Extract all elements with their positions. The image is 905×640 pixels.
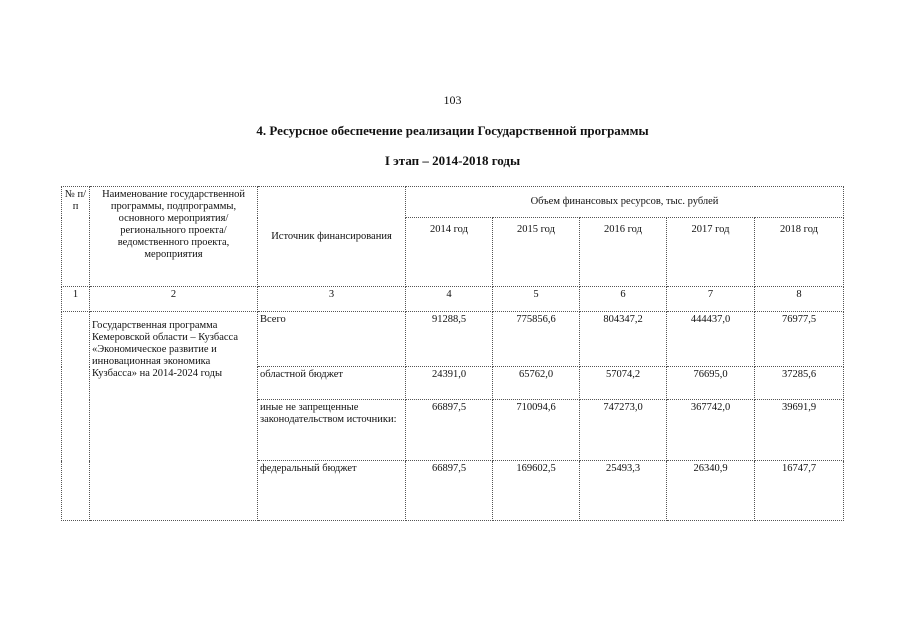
column-number: 2 (90, 287, 258, 312)
header-year: 2015 год (493, 218, 580, 287)
column-number: 6 (580, 287, 667, 312)
value-cell: 169602,5 (493, 461, 580, 521)
column-number: 3 (258, 287, 406, 312)
value-cell: 91288,5 (406, 312, 493, 367)
header-source: Источник финансирования (258, 187, 406, 287)
table-row (62, 312, 844, 367)
stage-subtitle: I этап – 2014-2018 годы (384, 153, 521, 168)
source-cell: областной бюджет (258, 367, 406, 400)
column-number: 1 (62, 287, 90, 312)
value-cell: 710094,6 (493, 400, 580, 461)
value-cell: 804347,2 (580, 312, 667, 367)
value-cell: 16747,7 (755, 461, 844, 521)
value-cell: 66897,5 (406, 461, 493, 521)
value-cell: 747273,0 (580, 400, 667, 461)
header-year: 2016 год (580, 218, 667, 287)
value-cell: 26340,9 (667, 461, 755, 521)
value-cell: 25493,3 (580, 461, 667, 521)
value-cell: 24391,0 (406, 367, 493, 400)
value-cell: 66897,5 (406, 400, 493, 461)
header-year: 2017 год (667, 218, 755, 287)
page-number: 103 (443, 93, 462, 107)
value-cell: 39691,9 (755, 400, 844, 461)
section-title: 4. Ресурсное обеспечение реализации Государственной программы (256, 123, 649, 138)
source-cell: федеральный бюджет (258, 461, 406, 521)
value-cell: 65762,0 (493, 367, 580, 400)
program-num (62, 312, 90, 521)
header-year: 2014 год (406, 218, 493, 287)
value-cell: 76695,0 (667, 367, 755, 400)
source-cell: иные не запрещенные законодательством источники: (258, 400, 406, 461)
value-cell: 775856,6 (493, 312, 580, 367)
value-cell: 37285,6 (755, 367, 844, 400)
column-number: 7 (667, 287, 755, 312)
header-volume: Объем финансовых ресурсов, тыс. рублей (406, 187, 844, 218)
column-number: 5 (493, 287, 580, 312)
resource-table (61, 186, 844, 521)
header-num: № п/п (62, 187, 90, 287)
value-cell: 76977,5 (755, 312, 844, 367)
value-cell: 57074,2 (580, 367, 667, 400)
program-name: Государственная программа Кемеровской области – Кузбасса «Экономическое развитие и инновационная экономика Кузбасса» на 2014-2024 годы (90, 312, 258, 521)
value-cell: 444437,0 (667, 312, 755, 367)
column-number: 8 (755, 287, 844, 312)
column-number: 4 (406, 287, 493, 312)
header-year: 2018 год (755, 218, 844, 287)
header-name: Наименование государственной программы, подпрограммы, основного мероприятия/регионального проекта/ведомственного проекта, мероприятия (90, 187, 258, 287)
source-cell: Всего (258, 312, 406, 367)
value-cell: 367742,0 (667, 400, 755, 461)
